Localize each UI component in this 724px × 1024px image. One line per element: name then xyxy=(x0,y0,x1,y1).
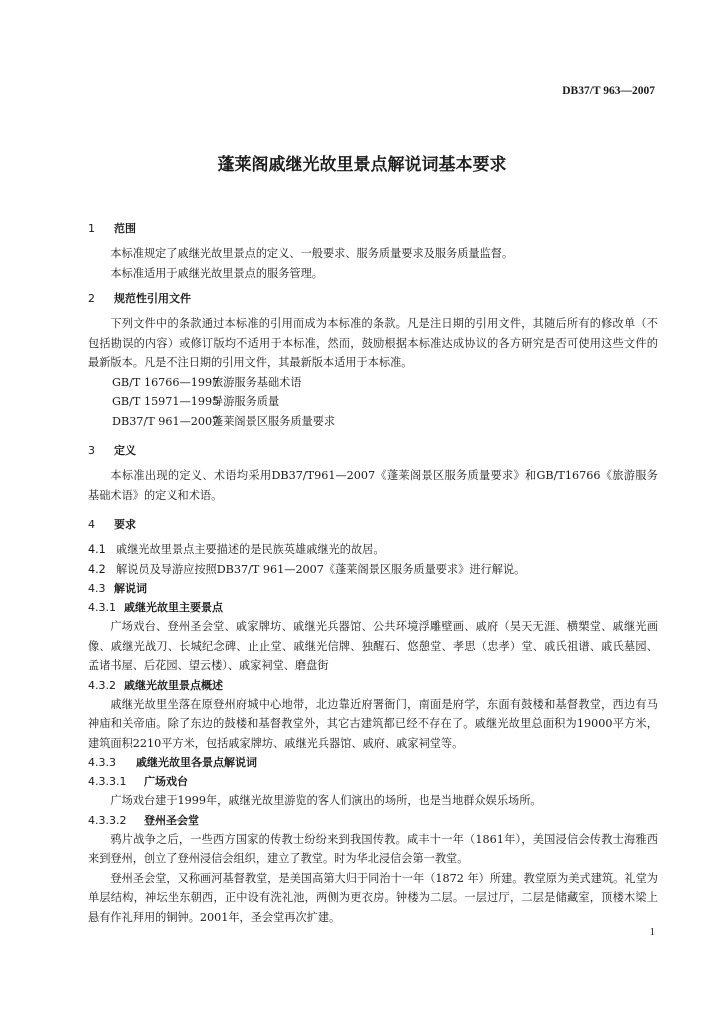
section-number: 3 xyxy=(88,444,95,457)
section-title: 范围 xyxy=(114,222,136,235)
clause-text: 解说员及导游应按照DB37/T 961—2007《蓬莱阁景区服务质量要求》进行解说。 xyxy=(116,562,526,576)
section-heading-normative-references xyxy=(88,289,658,308)
section-number: 4.3.3.2 xyxy=(88,813,127,827)
section-heading-definitions xyxy=(88,441,658,460)
section-heading-requirements xyxy=(88,515,658,534)
section-number: 4.3.3 xyxy=(88,756,116,769)
subsection-heading-main-sights xyxy=(88,598,658,617)
subsection-heading-plaza-stage xyxy=(88,772,658,791)
reference-item xyxy=(88,412,658,432)
section-number: 4 xyxy=(88,518,95,531)
standard-code: DB37/T 963—2007 xyxy=(562,85,655,97)
section-title: 定义 xyxy=(114,444,136,457)
paragraph: 本标准适用于戚继光故里景点的服务管理。 xyxy=(110,266,323,280)
paragraph: 鸦片战争之后，一些西方国家的传教士纷纷来到我国传教。咸丰十一年（1861年），美国浸信会传教士海雅西来到登州，创立了登州浸信会组织，建立了教堂。时为华北浸信会第一教堂。 xyxy=(88,832,658,865)
reference-code: DB37/T 961—2007 xyxy=(112,414,220,428)
reference-code: GB/T 16766—1997 xyxy=(112,375,220,389)
section-title: 要求 xyxy=(114,518,136,531)
clause-number: 4.1 xyxy=(88,543,106,556)
clause-4-2 xyxy=(88,560,658,580)
paragraph: 本标准规定了戚继光故里景点的定义、一般要求、服务质量要求及服务质量监督。 xyxy=(110,247,514,260)
subsection-heading-overview xyxy=(88,676,658,695)
paragraph: 登州圣会堂，又称画河基督教堂，是美国高第大归于同治十一年（1872 年）所建。教堂原为美式建筑。礼堂为单层结构，神坛坐东朝西，正中设有洗礼池，两侧为更衣房。钟楼为二层。一层过厅，二层是储藏室，顶楼木梁上悬有作礼拜用的铜钟。2001年，圣会堂再次扩建。 xyxy=(88,871,658,924)
paragraph: 本标准出现的定义、术语均采用DB37/T961—2007《蓬莱阁景区服务质量要求》和GB/T16766《旅游服务基础术语》的定义和术语。 xyxy=(88,469,658,502)
section-title: 广场戏台 xyxy=(144,775,188,788)
clause-text: 戚继光故里景点主要描述的是民族英雄戚继光的故居。 xyxy=(116,543,385,556)
clause-4-1 xyxy=(88,540,658,560)
subsection-heading-sight-narrations xyxy=(88,753,658,772)
reference-name: 导游服务质量 xyxy=(212,395,280,408)
section-title: 解说词 xyxy=(114,582,147,595)
section-title: 戚继光故里主要景点 xyxy=(124,601,223,614)
document-title: 蓬莱阁戚继光故里景点解说词基本要求 xyxy=(217,155,507,175)
section-heading-scope xyxy=(88,219,658,238)
paragraph: 戚继光故里坐落在原登州府城中心地带，北边靠近府署衙门，南面是府学，东面有鼓楼和基督教堂，西边有马神庙和关帝庙。除了东边的鼓楼和基督教堂外，其它古建筑都已经不存在了。戚继光故里总面积为19000平方米，建筑面积2210平方米，包括戚家牌坊、戚继光兵器馆、戚府、戚家祠堂等。 xyxy=(88,697,658,750)
reference-name: 蓬莱阁景区服务质量要求 xyxy=(212,414,336,428)
paragraph: 广场戏台、登州圣会堂、戚家牌坊、戚继光兵器馆、公共环境浮雕壁画、戚府（昊天无涯、横槊堂、戚继光画像、戚继光战刀、长城纪念碑、止止堂、戚继光信牌、独醒石、悠憩堂、孝思（忠孝）堂、戚氏祖谱、戚氏墓园、孟诸书屋、后花园、望云楼）、戚家祠堂、磨盘街 xyxy=(88,620,658,672)
section-number: 1 xyxy=(88,222,95,235)
section-number: 4.3.3.1 xyxy=(88,775,127,788)
clause-number: 4.2 xyxy=(88,562,106,576)
document-body xyxy=(88,219,658,927)
reference-code: GB/T 15971—1995 xyxy=(112,395,220,408)
section-title: 戚继光故里景点概述 xyxy=(124,678,223,692)
section-number: 2 xyxy=(88,292,95,305)
section-number: 4.3 xyxy=(88,582,106,595)
paragraph: 广场戏台建于1999年，戚继光故里游览的客人们演出的场所，也是当地群众娱乐场所。 xyxy=(110,794,542,807)
section-number: 4.3.1 xyxy=(88,601,116,614)
section-title: 戚继光故里各景点解说词 xyxy=(136,756,257,769)
reference-name: 旅游服务基础术语 xyxy=(212,375,302,389)
reference-item xyxy=(88,373,658,393)
section-number: 4.3.2 xyxy=(88,678,116,692)
section-title: 规范性引用文件 xyxy=(114,292,191,305)
paragraph: 下列文件中的条款通过本标准的引用而成为本标准的条款。凡是注日期的引用文件，其随后所有的修改单（不包括勘误的内容）或修订版均不适用于本标准，然而，鼓励根据本标准达成协议的各方研究是否可使用这些文件的最新版本。凡是不注日期的引用文件，其最新版本适用于本标准。 xyxy=(88,317,658,369)
reference-item xyxy=(88,392,658,412)
subsection-heading-narration xyxy=(88,579,658,598)
section-title: 登州圣会堂 xyxy=(144,813,199,827)
page-number: 1 xyxy=(649,926,655,938)
subsection-heading-dengzhou-church xyxy=(88,811,658,830)
